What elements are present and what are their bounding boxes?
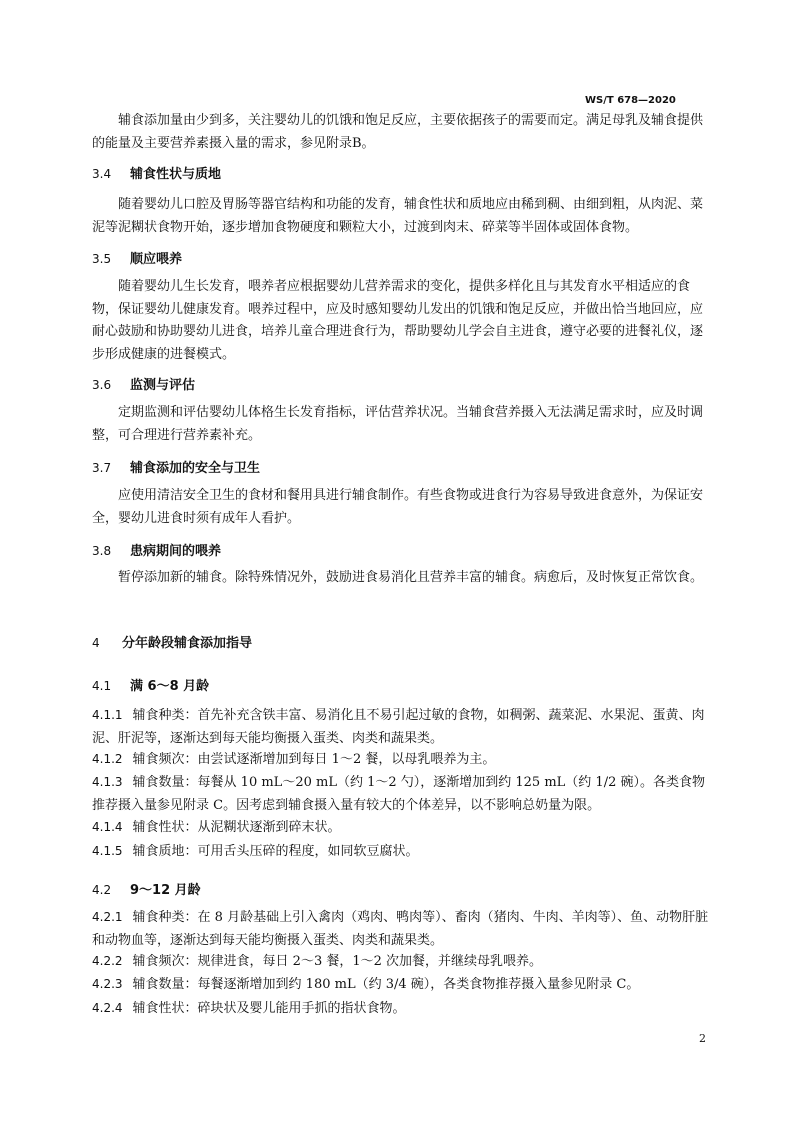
list-item-4-1-1 [92,704,714,750]
clause-text: 辅食性状：碎块状及婴儿能用手抓的指状食物。 [132,1001,406,1016]
clause-number: 4.1 [92,679,112,693]
heading-4-2 [92,879,201,898]
clause-number: 4.2.4 [92,1001,123,1015]
list-item-4-1-4 [92,816,714,840]
clause-text: 辅食质地：可用舌头压碎的程度，如同软豆腐状。 [132,844,419,859]
heading-3-5 [92,248,182,267]
clause-number: 4.2 [92,883,112,897]
clause-number: 3.7 [92,461,112,475]
clause-text: 辅食频次：由尝试逐渐增加到每日 1～2 餐，以母乳喂养为主。 [132,752,496,767]
heading-3-4 [92,163,221,182]
clause-number: 4.2.2 [92,954,123,968]
clause-number: 4.1.3 [92,775,123,789]
heading-3-8 [92,540,221,559]
clause-number: 4.2.1 [92,910,123,924]
page-number: 2 [699,1032,706,1045]
clause-text: 辅食频次：规律进食，每日 2～3 餐，1～2 次加餐，并继续母乳喂养。 [132,954,543,969]
clause-number: 4.1.1 [92,708,123,722]
list-item-4-2-2 [92,950,714,974]
clause-text: 辅食种类：首先补充含铁丰富、易消化且不易引起过敏的食物，如稠粥、蔬菜泥、水果泥、蛋黄、肉泥、肝泥等，逐渐达到每天能均衡摄入蛋类、肉类和蔬果类。 [92,708,705,746]
clause-title: 监测与评估 [130,378,196,393]
clause-title: 辅食性状与质地 [130,167,222,182]
heading-3-7 [92,457,260,476]
list-item-4-1-5 [92,840,714,864]
paragraph-3-4: 随着婴幼儿口腔及胃肠等器官结构和功能的发育，辅食性状和质地应由稀到稠、由细到粗，从肉泥、菜泥等泥糊状食物开始，逐步增加食物硬度和颗粒大小，过渡到肉末、碎菜等半固体或固体食物。 [92,197,704,235]
clause-title: 辅食添加的安全与卫生 [130,461,261,476]
clause-title: 顺应喂养 [130,252,183,267]
clause-number: 3.8 [92,544,112,558]
paragraph-intro: 辅食添加量由少到多，关注婴幼儿的饥饿和饱足反应，主要依据孩子的需要而定。满足母乳及辅食提供的能量及主要营养素摄入量的需求，参见附录B。 [92,113,704,151]
list-item-4-2-1 [92,906,714,952]
clause-number: 4.1.5 [92,844,123,858]
clause-text: 辅食种类：在 8 月龄基础上引入禽肉（鸡肉、鸭肉等）、畜肉（猪肉、牛肉、羊肉等）、鱼、动物肝脏和动物血等，逐渐达到每天能均衡摄入蛋类、肉类和蔬果类。 [92,910,709,948]
clause-number: 3.4 [92,167,112,181]
heading-4 [92,632,252,651]
clause-title: 9～12 月龄 [130,883,201,898]
clause-number: 3.6 [92,378,112,392]
clause-number: 4.1.2 [92,752,123,766]
clause-number: 4.1.4 [92,820,123,834]
list-item-4-1-3 [92,771,714,817]
clause-text: 辅食性状：从泥糊状逐渐到碎末状。 [132,820,341,835]
clause-number: 4 [92,636,100,650]
list-item-4-2-4 [92,997,714,1021]
heading-4-1 [92,675,209,694]
clause-number: 3.5 [92,252,112,266]
clause-number: 4.2.3 [92,977,123,991]
paragraph-3-8: 暂停添加新的辅食。除特殊情况外，鼓励进食易消化且营养丰富的辅食。病愈后，及时恢复正常饮食。 [118,570,704,585]
heading-3-6 [92,374,195,393]
list-item-4-2-3 [92,973,714,997]
clause-title: 分年龄段辅食添加指导 [122,636,253,651]
list-item-4-1-2 [92,748,714,772]
paragraph-3-6: 定期监测和评估婴幼儿体格生长发育指标，评估营养状况。当辅食营养摄入无法满足需求时，应及时调整，可合理进行营养素补充。 [92,405,704,443]
clause-text: 辅食数量：每餐逐渐增加到约 180 mL（约 3/4 碗），各类食物推荐摄入量参见附录 C。 [132,977,640,992]
clause-title: 满 6～8 月龄 [130,679,210,694]
document-code: WS/T 678—2020 [585,95,676,106]
clause-title: 患病期间的喂养 [130,544,222,559]
paragraph-3-5: 随着婴幼儿生长发育，喂养者应根据婴幼儿营养需求的变化，提供多样化且与其发育水平相适应的食物，保证婴幼儿健康发育。喂养过程中，应及时感知婴幼儿发出的饥饿和饱足反应，并做出恰当地回应，应耐心鼓励和协助婴幼儿进食，培养儿童合理进食行为，帮助婴幼儿学会自主进食，遵守必要的进餐礼仪，逐步形成健康的进餐模式。 [92,279,704,362]
paragraph-3-7: 应使用清洁安全卫生的食材和餐用具进行辅食制作。有些食物或进食行为容易导致进食意外，为保证安全，婴幼儿进食时须有成年人看护。 [92,488,704,526]
clause-text: 辅食数量：每餐从 10 mL～20 mL（约 1～2 勺），逐渐增加到约 125 mL（约 1/2 碗）。各类食物推荐摄入量参见附录 C。因考虑到辅食摄入量有较大的个体差异，以不影响总奶量为限。 [92,775,705,813]
